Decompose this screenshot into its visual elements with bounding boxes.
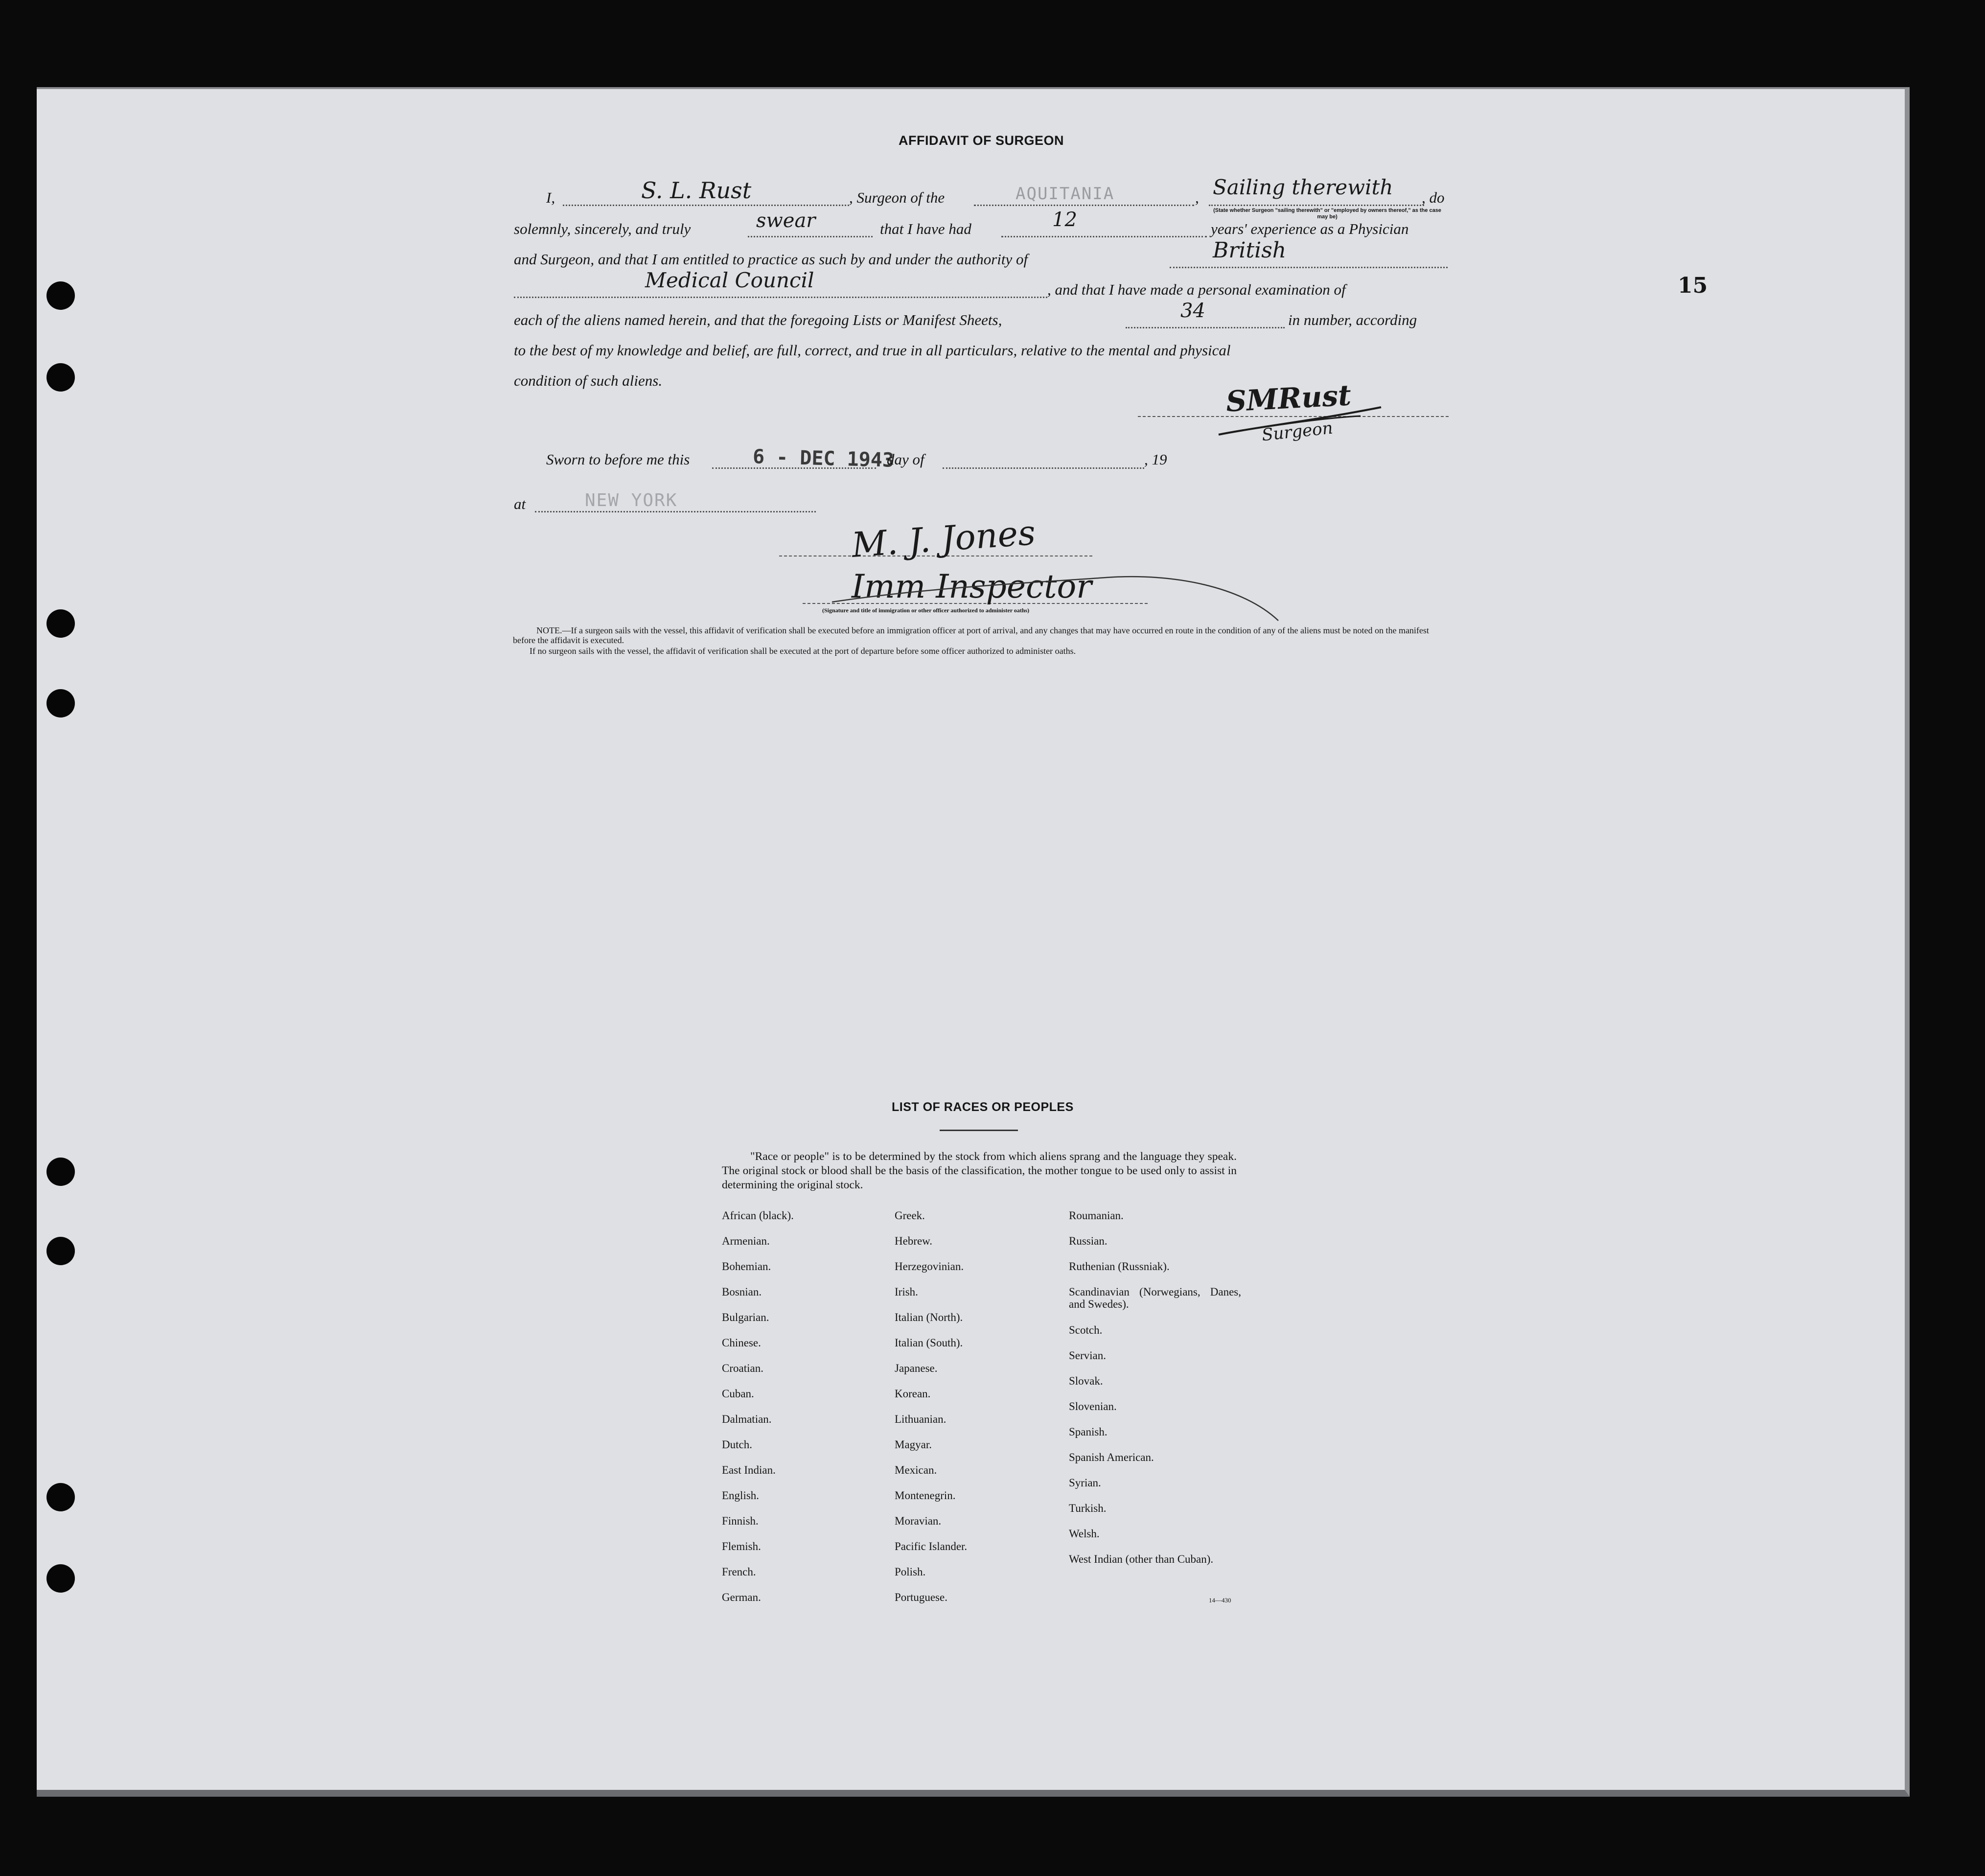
race-item: Italian (South). <box>895 1337 963 1349</box>
race-item: Portuguese. <box>895 1591 947 1603</box>
race-item: Chinese. <box>722 1337 761 1349</box>
race-item: Pacific Islander. <box>895 1540 968 1552</box>
binder-hole <box>46 689 75 718</box>
surgeon-name-line <box>563 205 849 206</box>
race-item: Magyar. <box>895 1438 932 1451</box>
surgeon-signature: SMRust <box>1225 378 1352 418</box>
officer-signature-flourish <box>832 568 1282 626</box>
affidavit-i: I, <box>546 189 555 206</box>
sailing-line <box>1209 205 1424 206</box>
sheets-line <box>1126 327 1285 328</box>
sworn-month-line <box>943 467 1144 469</box>
sailing-handwritten: Sailing therewith <box>1213 175 1393 199</box>
oath-handwritten: swear <box>756 209 816 232</box>
officer-caption: (Signature and title of immigration or other officer authorized to administer oaths) <box>822 607 1030 614</box>
affidavit-line6: to the best of my knowledge and belief, are full, correct, and true in all particulars, relative to the mental and physical <box>514 342 1231 359</box>
affidavit-line2c: years' experience as a Physician <box>1211 220 1409 237</box>
race-item: Flemish. <box>722 1540 761 1552</box>
race-item: Syrian. <box>1069 1477 1101 1489</box>
surgeon-title-handwritten: Surgeon <box>1261 418 1334 445</box>
race-item: Servian. <box>1069 1349 1107 1362</box>
binder-hole <box>46 1237 75 1265</box>
ship-name-stamp: AQUITANIA <box>1016 184 1115 204</box>
authority-line-1 <box>1170 267 1448 268</box>
race-item: French. <box>722 1566 756 1578</box>
race-item: Turkish. <box>1069 1502 1107 1514</box>
sheets-handwritten: 34 <box>1180 300 1205 322</box>
surgeon-name-handwritten: S. L. Rust <box>641 177 752 204</box>
races-title-rule <box>940 1130 1018 1131</box>
sworn-day-of: day of <box>887 451 924 468</box>
sworn-year: , 19 <box>1144 451 1167 468</box>
race-item: Roumanian. <box>1069 1209 1124 1222</box>
race-item: Lithuanian. <box>895 1413 946 1425</box>
officer-signature: M. J. Jones <box>850 512 1037 566</box>
race-item: Irish. <box>895 1286 918 1298</box>
race-item: West Indian (other than Cuban). <box>1069 1553 1214 1565</box>
binder-hole <box>46 609 75 638</box>
affidavit-line2a: solemnly, sincerely, and truly <box>514 220 691 237</box>
race-item: Herzegovinian. <box>895 1260 964 1273</box>
oath-line <box>748 236 873 237</box>
authority-handwritten-2: Medical Council <box>645 268 814 292</box>
race-item: Welsh. <box>1069 1528 1100 1540</box>
race-item: Greek. <box>895 1209 925 1222</box>
race-item: English. <box>722 1489 760 1502</box>
race-item: Montenegrin. <box>895 1489 956 1502</box>
comma: , <box>1195 189 1199 206</box>
affidavit-line7: condition of such aliens. <box>514 372 663 389</box>
officer-title-handwritten: Imm Inspector <box>852 568 1092 605</box>
race-item: Bulgarian. <box>722 1311 769 1323</box>
binder-hole <box>46 281 75 310</box>
race-item: Scotch. <box>1069 1324 1103 1336</box>
years-line <box>1001 236 1207 237</box>
place-line <box>535 511 816 512</box>
race-item: Bosnian. <box>722 1286 762 1298</box>
race-item: Scandinavian (Norwegians, Danes, and Swedes). <box>1069 1286 1241 1310</box>
race-item: Japanese. <box>895 1362 938 1374</box>
date-stamp: 6 - DEC 1943 <box>752 445 895 472</box>
race-item: Spanish American. <box>1069 1451 1154 1463</box>
race-item: Finnish. <box>722 1515 759 1527</box>
race-item: Dalmatian. <box>722 1413 772 1425</box>
binder-hole <box>46 1158 75 1186</box>
form-number: 14—430 <box>1209 1597 1231 1604</box>
affidavit-line3: and Surgeon, and that I am entitled to practice as such by and under the authority of <box>514 251 1028 268</box>
race-item: Hebrew. <box>895 1235 933 1247</box>
race-item: Cuban. <box>722 1388 754 1400</box>
at-label: at <box>514 495 526 512</box>
ship-line <box>974 205 1194 206</box>
affidavit-note-2: If no surgeon sails with the vessel, the affidavit of verification shall be executed at the port of departure before some officer authorized to administer oaths. <box>530 646 1076 656</box>
race-item: Moravian. <box>895 1515 942 1527</box>
races-intro: "Race or people" is to be determined by the stock from which aliens sprang and the language they speak. The original stock or blood shall be the basis of the classification, the mother tongue to be used only to assist in determining the original stock. <box>722 1150 1237 1191</box>
authority-line-2 <box>514 297 1047 298</box>
affidavit-note-1: NOTE.—If a surgeon sails with the vessel, this affidavit of verification shall be executed before an immigration officer at port of arrival, and any changes that may have occurred en route in the condition of any of the aliens must be noted on the manifest before the affidavit is executed. <box>513 625 1429 645</box>
affidavit-line4: , and that I have made a personal examination of <box>1047 281 1346 298</box>
place-stamp: NEW YORK <box>585 490 678 510</box>
sworn-text: Sworn to before me this <box>546 451 690 468</box>
race-item: Spanish. <box>1069 1426 1108 1438</box>
authority-handwritten-1: British <box>1213 238 1287 263</box>
race-item: Slovenian. <box>1069 1400 1117 1413</box>
race-item: German. <box>722 1591 761 1603</box>
years-handwritten: 12 <box>1052 208 1077 231</box>
race-item: Russian. <box>1069 1235 1108 1247</box>
affidavit-line5b: in number, according <box>1288 311 1417 328</box>
race-item: Mexican. <box>895 1464 937 1476</box>
page-number: 15 <box>1678 273 1708 298</box>
affidavit-line5a: each of the aliens named herein, and that the foregoing Lists or Manifest Sheets, <box>514 311 1002 328</box>
race-item: Slovak. <box>1069 1375 1103 1387</box>
race-item: Italian (North). <box>895 1311 963 1323</box>
race-item: Ruthenian (Russniak). <box>1069 1260 1170 1273</box>
race-item: Dutch. <box>722 1438 752 1451</box>
affidavit-do: , do <box>1422 189 1445 206</box>
race-item: East Indian. <box>722 1464 776 1476</box>
binder-hole <box>46 1564 75 1593</box>
race-item: Korean. <box>895 1388 931 1400</box>
binder-hole <box>46 1483 75 1511</box>
affidavit-surgeon-of: , Surgeon of the <box>849 189 945 206</box>
race-item: African (black). <box>722 1209 794 1222</box>
binder-hole <box>46 363 75 392</box>
affidavit-title: AFFIDAVIT OF SURGEON <box>899 133 1064 148</box>
affidavit-line2b: that I have had <box>880 220 971 237</box>
race-item: Croatian. <box>722 1362 763 1374</box>
race-item: Armenian. <box>722 1235 770 1247</box>
surgeon-status-note: (State whether Surgeon "sailing therewith" or "employed by owners thereof," as the case may be) <box>1213 208 1441 220</box>
race-item: Bohemian. <box>722 1260 771 1273</box>
races-title: LIST OF RACES OR PEOPLES <box>892 1100 1074 1114</box>
race-item: Polish. <box>895 1566 926 1578</box>
